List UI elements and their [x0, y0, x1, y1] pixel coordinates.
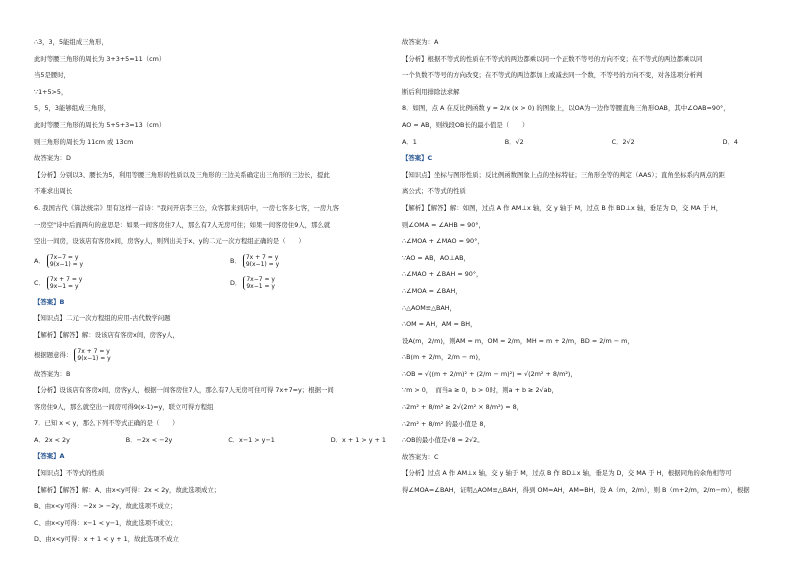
solution-line: ∵AO = AB，AO⊥AB，: [402, 253, 470, 262]
question-8-line: 8．如图，点 A 在反比例函数 y = 2/x (x > 0) 的图象上，以OA为一边作等腰直角三角形OAB，其中∠OAB=90°，: [402, 104, 730, 113]
analysis-line: 断后利用排除法求解: [402, 87, 460, 96]
text-line: 此时等腰三角形的周长为 3+3+5=11（cm）: [34, 54, 166, 63]
equation-system: 7x + 7 = y 9(x−1) = y: [74, 348, 110, 362]
question-6-line: 一房空"诗中后面两句的意思是：如果一间客房住7人，那么有7人无房可住；如果一间客房住9人，那么就: [34, 220, 331, 229]
answer-line: 故答案为：A: [402, 38, 439, 46]
knowledge-point: 【知识点】二元一次方程组的应用-古代数学问题: [34, 314, 171, 323]
q7-options: [34, 436, 390, 444]
answer-tag: 【答案】B: [34, 297, 65, 306]
solution-line: ∴2m² + 8/m² ≥ 2√(2m² × 8/m²) = 8，: [402, 403, 524, 412]
equation-system: 7x−7 = y 9x−1 = y: [243, 276, 275, 290]
solution-line: B、由x<y可得：−2x > −2y，故此选项不成立；: [34, 502, 177, 511]
q6-options-cd: [34, 276, 390, 292]
text-line: 当5是腰时，: [34, 71, 71, 80]
analysis-line: 【分析】分别以3、腰长为5，利用等腰三角形的性质以及三角形的三边关系确定出三角形的三边长，提此: [34, 170, 330, 179]
analysis-line: 【分析】过点 A 作 AM⊥x 轴，交 y 轴于 M，过点 B 作 BD⊥x 轴，垂足为 D，交 MA 于 H，根据同角的余角相等可: [402, 469, 732, 478]
solution-line: ∴∠MOA + ∠MAO = 90°，: [402, 237, 484, 246]
q6-option-c: C． 7x + 7 = y 9x−1 = y: [34, 275, 83, 290]
text-line: ∵1+5>5，: [34, 87, 68, 96]
question-6-line: 空出一间房，设该店有客房x间，房客y人，则列出关于x、y的二元一次方程组正确的是（ ）: [34, 237, 305, 246]
question-8-line: AO = AB，则线段OB长的最小值是（ ）: [402, 120, 529, 129]
left-column: [34, 38, 390, 552]
q8-option-a: A．1: [402, 137, 417, 146]
q7-option-a: A．2x < 2y: [34, 435, 70, 444]
answer-line: 故答案为：D: [34, 154, 71, 163]
text-line: 5，5，3能够组成三角形，: [34, 104, 111, 113]
analysis-line: 【分析】设该店有客房x间，房客y人，根据一间客房住7人，那么有7人无房可住可得 7x+7=y；根据一间: [34, 386, 334, 395]
analysis-line: 一个负数不等号的方向改变；在不等式的两边都加上或减去同一个数，不等号的方向不变，对各选项分析判: [402, 71, 703, 80]
q7-option-b: B．−2x < −2y: [125, 435, 173, 444]
solution-line: D、由x<y可得：x + 1 < y + 1，故此选项不成立: [34, 535, 179, 544]
analysis-line: 客房住9人，那么就空出一间房可得9(x-1)=y，联立可得方程组: [34, 402, 214, 411]
solution-line: 【解析】【解答】解：A、由x<y可得：2x < 2y，故此选项成立；: [34, 485, 221, 494]
q6-option-d: D． 7x−7 = y 9x−1 = y: [230, 275, 275, 290]
analysis-line: 【分析】根据不等式的性质在不等式的两边都乘以同一个正数不等号的方向不变；在不等式的两边都乘以同: [402, 54, 703, 63]
solution-line: ∴OB的最小值是√8 = 2√2。: [402, 436, 484, 445]
equation-system: 7x−7 = y 9(x−1) = y: [47, 254, 83, 268]
right-column: [402, 38, 758, 503]
solution-line: ∴B(m + 2/m，2/m − m)，: [402, 353, 485, 362]
q7-option-c: C．x−1 > y−1: [228, 435, 275, 444]
q6-option-b: B． 7x + 7 = y 9(x−1) = y: [230, 253, 280, 268]
q8-options: [402, 138, 758, 146]
equation-system: 7x + 7 = y 9x−1 = y: [47, 276, 82, 290]
solution-line: ∴△AOM≌△BAH，: [402, 303, 457, 312]
knowledge-point: 【知识点】坐标与图形性质；反比例函数图象上点的坐标特征；三角形全等的判定（AAS）；直角坐标系内两点的距: [402, 170, 725, 179]
answer-tag: 【答案】C: [402, 154, 433, 163]
q6-options-ab: [34, 254, 390, 270]
q7-option-d: D．x + 1 > y + 1: [330, 435, 386, 444]
answer-tag: 【答案】A: [34, 452, 65, 461]
q8-option-b: B．√2: [504, 137, 524, 146]
text-line: 不难求出周长: [34, 187, 73, 196]
solution-line: 【解析】【解答】解：如图，过点 A 作 AM⊥x 轴，交 y 轴于 M，过点 B 作 BD⊥x 轴，垂足为 D，交 MA 于 H，: [402, 203, 723, 212]
solution-line: 则∠OMA = ∠AHB = 90°，: [402, 220, 485, 229]
analysis-line: 得∠MOA=∠BAH，证明△AOM≌△BAH，得到 OM=AH，AM=BH，设 A（m，2/m），则 B（m+2/m，2/m−m），根据: [402, 486, 750, 495]
q8-option-c: C．2√2: [611, 137, 635, 146]
question-7-line: 7．已知 x < y，那么下列不等式正确的是（ ）: [34, 419, 179, 428]
q6-option-a: A． 7x−7 = y 9(x−1) = y: [34, 253, 84, 268]
solution-line: 设A(m，2/m)，则AM = m，OM = 2/m，MH = m + 2/m，BD = 2/m − m，: [402, 336, 634, 345]
text-line: ∴3，3，5能组成三角形，: [34, 38, 108, 46]
knowledge-point: 离公式；不等式的性质: [402, 187, 466, 196]
equation-system: 7x + 7 = y 9(x−1) = y: [243, 254, 279, 268]
question-6-line: 6. 我国古代《算法统宗》里有这样一首诗："我问开店李三公，众客都来到店中，一房七客多七客，一房九客: [34, 203, 340, 212]
solution-line: ∴OM = AH，AM = BH，: [402, 320, 477, 329]
solution-line: 【解析】【解答】解：设该店有客房x间，房客y人，: [34, 330, 179, 339]
solution-line: ∵m > 0， 而当a ≥ 0，b > 0时，则a + b ≥ 2√ab，: [402, 386, 558, 395]
text-line: 此时等腰三角形的周长为 5+5+3=13（cm）: [34, 120, 166, 129]
text-line: 则三角形的周长为 11cm 或 13cm: [34, 137, 134, 146]
q8-option-d: D．4: [722, 137, 738, 146]
solution-line: ∴∠MAO + ∠BAH = 90°，: [402, 270, 483, 279]
solution-line: ∴∠MOA = ∠BAH，: [402, 286, 462, 295]
solution-system: 根据题意得： 7x + 7 = y 9(x−1) = y: [34, 347, 111, 362]
solution-line: ∴OB = √((m + 2/m)² + (2/m − m)²) = √(2m² + 8/m²)，: [402, 369, 577, 378]
solution-line: ∴2m² + 8/m² 的最小值是 8，: [402, 419, 490, 428]
knowledge-point: 【知识点】不等式的性质: [34, 469, 105, 478]
answer-line: 故答案为：C: [402, 452, 439, 461]
solution-line: C、由x<y可得：x−1 < y−1，故此选项不成立；: [34, 518, 177, 527]
answer-line: 故答案为：B: [34, 369, 71, 378]
